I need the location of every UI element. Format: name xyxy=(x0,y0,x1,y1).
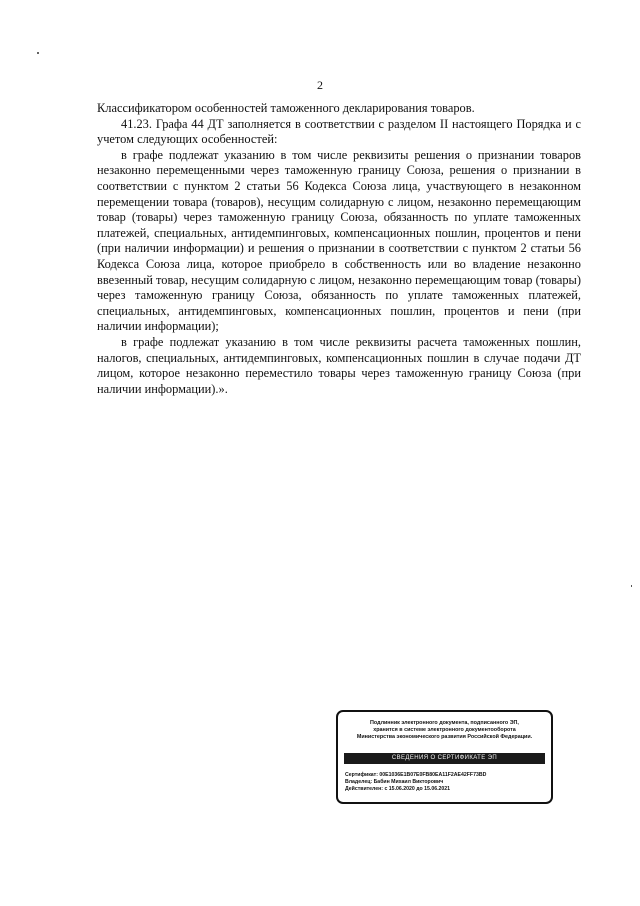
paragraph-requisites-decisions: в графе подлежат указанию в том числе реквизиты решения о признании товаров незаконно перемещенными через таможенную границу Союза, решения о признании в соответствии с пунктом 2 статьи 56 Кодекса Союза лица, участвующего в незаконном перемещении товара (товаров), несущим солидарную с лицом, незаконно перемещающим товар (товары) через таможенную границу Союза, обязанность по уплате таможенных платежей, специальных, антидемпинговых, компенсационных пошлин, процентов и пени (при наличии информации) и решения о признании в соответствии с пунктом 2 статьи 56 Кодекса Союза лица, которое приобрело в собственность или во владение незаконно ввезенный товар, несущим солидарную с лицом, незаконно перемещающим товар (товары) через таможенную границу Союза, обязанность по уплате таможенных платежей, специальных, антидемпинговых, компенсационных пошлин, процентов и пени (при наличии информации); xyxy=(97,147,581,334)
page-number: 2 xyxy=(317,78,323,92)
electronic-signature-stamp xyxy=(336,710,553,804)
stamp-notice-line: хранится в системе электронного документооборота xyxy=(373,727,516,734)
scan-speck xyxy=(37,52,39,54)
scan-speck xyxy=(631,585,632,587)
stamp-notice xyxy=(344,720,545,742)
stamp-certificate: Сертификат: 00E1036E1B07E0FB80EA11F2AE42FF73BD xyxy=(345,772,487,778)
document-body xyxy=(97,101,581,397)
stamp-validity: Действителен: с 15.06.2020 до 15.06.2021 xyxy=(345,786,451,793)
stamp-notice-line: Подлинник электронного документа, подписанного ЭП, xyxy=(370,720,519,726)
paragraph-41-23: 41.23. Графа 44 ДТ заполняется в соответствии с разделом II настоящего Порядка и с учетом следующих особенностей: xyxy=(97,116,581,147)
stamp-header: СВЕДЕНИЯ О СЕРТИФИКАТЕ ЭП xyxy=(344,753,545,764)
stamp-notice-line: Министерства экономического развития Российской Федерации. xyxy=(356,734,533,741)
stamp-owner: Владелец: Бабин Михаил Викторович xyxy=(345,779,444,786)
paragraph-continuation: Классификатором особенностей таможенного декларирования товаров. xyxy=(97,101,475,115)
paragraph-requisites-calculation: в графе подлежат указанию в том числе реквизиты расчета таможенных пошлин, налогов, специальных, антидемпинговых, компенсационных пошлин в случае подачи ДТ лицом, которое незаконно переместило товары через таможенную границу Союза (при наличии информации).». xyxy=(97,334,581,396)
stamp-details xyxy=(345,772,545,794)
